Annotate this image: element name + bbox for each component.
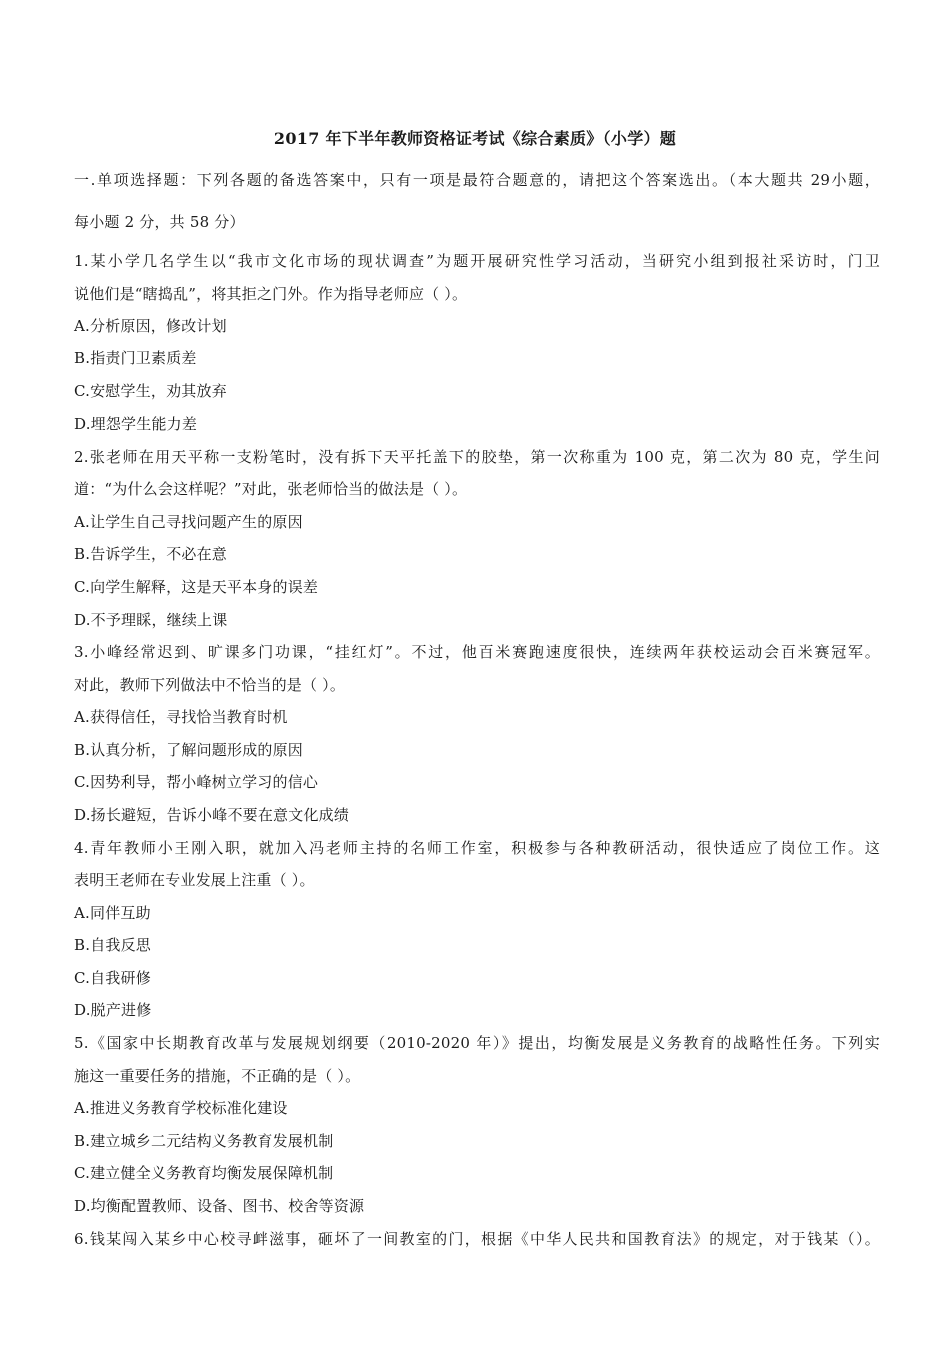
question-1-stem-line-1: 1.某小学几名学生以“我市文化市场的现状调查”为题开展研究性学习活动，当研究小组到报社采访时，门卫	[74, 252, 880, 270]
question-5-option-d: D.均衡配置教师、设备、图书、校舍等资源	[74, 1197, 365, 1215]
question-1-stem-line-2: 说他们是“瞎捣乱”，将其拒之门外。作为指导老师应（ ）。	[74, 285, 468, 303]
question-3-stem-line-1: 3.小峰经常迟到、旷课多门功课，“挂红灯”。不过，他百米赛跑速度很快，连续两年获校运动会百米赛冠军。	[74, 643, 880, 661]
question-3-option-c: C.因势利导，帮小峰树立学习的信心	[74, 773, 319, 791]
question-5-stem-line-2: 施这一重要任务的措施，不正确的是（ ）。	[74, 1067, 361, 1085]
question-4-option-b: B.自我反思	[74, 936, 151, 954]
question-2-stem-line-1: 2.张老师在用天平称一支粉笔时，没有拆下天平托盖下的胶垫，第一次称重为 100 克，第二次为 80 克，学生问	[74, 448, 880, 466]
page-title: 2017 年下半年教师资格证考试《综合素质》（小学）题	[273, 129, 677, 148]
question-1-option-c: C.安慰学生，劝其放弃	[74, 382, 227, 400]
question-4-option-a: A.同伴互助	[74, 904, 151, 922]
question-3-option-b: B.认真分析，了解问题形成的原因	[74, 741, 303, 759]
question-3-option-d: D.扬长避短，告诉小峰不要在意文化成绩	[74, 806, 350, 824]
question-2-option-c: C.向学生解释，这是天平本身的误差	[74, 578, 319, 596]
section-intro-line-2: 每小题 2 分，共 58 分）	[74, 213, 245, 231]
question-5-option-c: C.建立健全义务教育均衡发展保障机制	[74, 1164, 334, 1182]
question-5-option-b: B.建立城乡二元结构义务教育发展机制	[74, 1132, 334, 1150]
question-1-option-a: A.分析原因，修改计划	[74, 317, 227, 335]
question-2-option-a: A.让学生自己寻找问题产生的原因	[74, 513, 303, 531]
question-5-stem-line-1: 5.《国家中长期教育改革与发展规划纲要（2010-2020 年）》提出，均衡发展是义务教育的战略性任务。下列实	[74, 1034, 880, 1052]
question-2-option-b: B.告诉学生，不必在意	[74, 545, 227, 563]
question-3-option-a: A.获得信任，寻找恰当教育时机	[74, 708, 288, 726]
question-2-stem-line-2: 道：“为什么会这样呢？”对此，张老师恰当的做法是（ ）。	[74, 480, 468, 498]
section-intro-line-1: 一.单项选择题：下列各题的备选答案中，只有一项是最符合题意的，请把这个答案选出。（本大题共 29小题，	[74, 171, 880, 189]
question-4-option-d: D.脱产进修	[74, 1001, 152, 1019]
question-5-option-a: A.推进义务教育学校标准化建设	[74, 1099, 288, 1117]
question-4-stem-line-1: 4.青年教师小王刚入职，就加入冯老师主持的名师工作室，积极参与各种教研活动，很快适应了岗位工作。这	[74, 839, 880, 857]
question-4-option-c: C.自我研修	[74, 969, 151, 987]
question-4-stem-line-2: 表明王老师在专业发展上注重（ ）。	[74, 871, 315, 889]
question-1-option-b: B.指责门卫素质差	[74, 349, 197, 367]
question-1-option-d: D.埋怨学生能力差	[74, 415, 198, 433]
question-2-option-d: D.不予理睬，继续上课	[74, 611, 228, 629]
question-6-stem-line-1: 6.钱某闯入某乡中心校寻衅滋事，砸坏了一间教室的门，根据《中华人民共和国教育法》的规定，对于钱某（）。	[74, 1230, 880, 1248]
question-3-stem-line-2: 对此，教师下列做法中不恰当的是（ ）。	[74, 676, 346, 694]
